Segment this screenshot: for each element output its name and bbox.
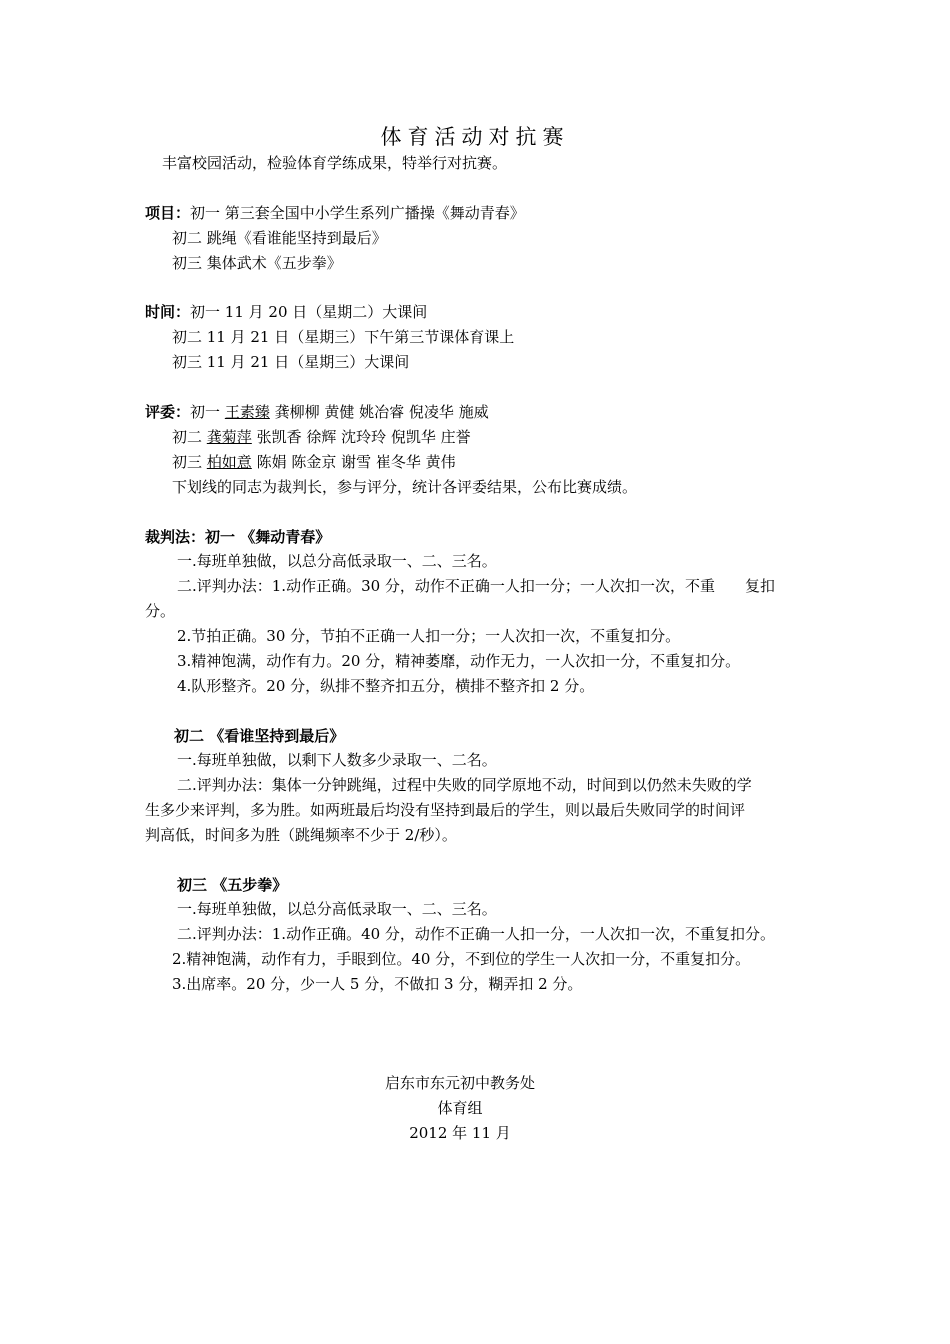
rules-g1-heading-line: 裁判法：初一 《舞动青春》 xyxy=(145,528,331,546)
judges-grade-1: 初一 xyxy=(190,403,221,421)
judges-line-1: 评委：初一 王素臻 龚柳柳 黄健 姚冶睿 倪凌华 施威 xyxy=(145,403,489,421)
document-title: 体育活动对抗赛 xyxy=(380,125,570,149)
judges-rest-1: 龚柳柳 黄健 姚冶睿 倪凌华 施威 xyxy=(274,403,489,421)
project-item-3: 初三 集体武术《五步拳》 xyxy=(172,254,342,272)
rules-g2-r2b: 生多少来评判，多为胜。如两班最后均没有坚持到最后的学生，则以最后失败同学的时间评 xyxy=(145,801,746,819)
footer-date: 2012 年 11 月 xyxy=(409,1124,511,1142)
judges-grade-2: 初二 xyxy=(172,428,203,446)
time-label: 时间 xyxy=(145,303,176,321)
judges-note: 下划线的同志为裁判长，参与评分，统计各评委结果，公布比赛成绩。 xyxy=(172,478,638,496)
rules-g2-r1: 一.每班单独做，以剩下人数多少录取一、二名。 xyxy=(177,751,497,769)
rules-g3-r3: 2.精神饱满，动作有力，手眼到位。40 分，不到位的学生一人次扣一分，不重复扣分。 xyxy=(172,950,751,968)
time-item-2: 初二 11 月 21 日（星期三）下午第三节课体育课上 xyxy=(172,328,515,346)
time-line-1: 时间：初一 11 月 20 日（星期二）大课间 xyxy=(145,303,428,321)
time-item-3: 初三 11 月 21 日（星期三）大课间 xyxy=(172,353,410,371)
rules-g1-r2b: 分。 xyxy=(145,602,176,620)
intro-text: 丰富校园活动，检验体育学练成果，特举行对抗赛。 xyxy=(162,154,508,172)
rules-g2-r2a: 二.评判办法：集体一分钟跳绳，过程中失败的同学原地不动，时间到以仍然未失败的学 xyxy=(177,776,752,794)
footer-dept: 体育组 xyxy=(437,1099,483,1117)
project-item-1: 初一 第三套全国中小学生系列广播操《舞动青春》 xyxy=(190,204,525,222)
judges-chief-3: 柏如意 xyxy=(206,453,252,471)
judges-chief-2: 龚菊萍 xyxy=(206,428,252,446)
rules-g3-heading: 初三 《五步拳》 xyxy=(177,876,288,894)
judges-grade-3: 初三 xyxy=(172,453,203,471)
project-label: 项目 xyxy=(145,204,176,222)
rules-g1-r4: 3.精神饱满，动作有力。20 分，精神萎靡，动作无力，一人次扣一分，不重复扣分。 xyxy=(177,652,741,670)
rules-label: 裁判法 xyxy=(145,528,191,546)
rules-g2-r2c: 判高低，时间多为胜（跳绳频率不少于 2/秒）。 xyxy=(145,826,457,844)
rules-g1-r2a: 二.评判办法：1.动作正确。30 分，动作不正确一人扣一分；一人次扣一次，不重 复扣 xyxy=(177,577,775,595)
project-item-2: 初二 跳绳《看谁能坚持到最后》 xyxy=(172,229,387,247)
rules-g3-r1: 一.每班单独做，以总分高低录取一、二、三名。 xyxy=(177,900,497,918)
judges-line-2 xyxy=(172,427,471,447)
judges-chief-1: 王素臻 xyxy=(224,403,270,421)
rules-g1-r1: 一.每班单独做，以总分高低录取一、二、三名。 xyxy=(177,552,497,570)
footer-org: 启东市东元初中教务处 xyxy=(384,1074,535,1092)
time-item-1: 初一 11 月 20 日（星期二）大课间 xyxy=(190,303,428,321)
judges-label: 评委 xyxy=(145,403,176,421)
rules-g1-heading: 初一 《舞动青春》 xyxy=(205,528,331,546)
rules-g3-r4: 3.出席率。20 分，少一人 5 分，不做扣 3 分，糊弄扣 2 分。 xyxy=(172,975,583,993)
rules-g3-r2: 二.评判办法：1.动作正确。40 分，动作不正确一人扣一分，一人次扣一次，不重复扣分。 xyxy=(177,925,775,943)
judges-line-3 xyxy=(172,452,456,472)
project-line-1: 项目：初一 第三套全国中小学生系列广播操《舞动青春》 xyxy=(145,204,525,222)
judges-rest-3: 陈娟 陈金京 谢雪 崔冬华 黄伟 xyxy=(256,453,456,471)
judges-rest-2: 张凯香 徐辉 沈玲玲 倪凯华 庄誉 xyxy=(256,428,471,446)
rules-g1-r5: 4.队形整齐。20 分，纵排不整齐扣五分，横排不整齐扣 2 分。 xyxy=(177,677,595,695)
rules-g1-r3: 2.节拍正确。30 分，节拍不正确一人扣一分；一人次扣一次，不重复扣分。 xyxy=(177,627,681,645)
rules-g2-heading: 初二 《看谁坚持到最后》 xyxy=(174,727,345,745)
